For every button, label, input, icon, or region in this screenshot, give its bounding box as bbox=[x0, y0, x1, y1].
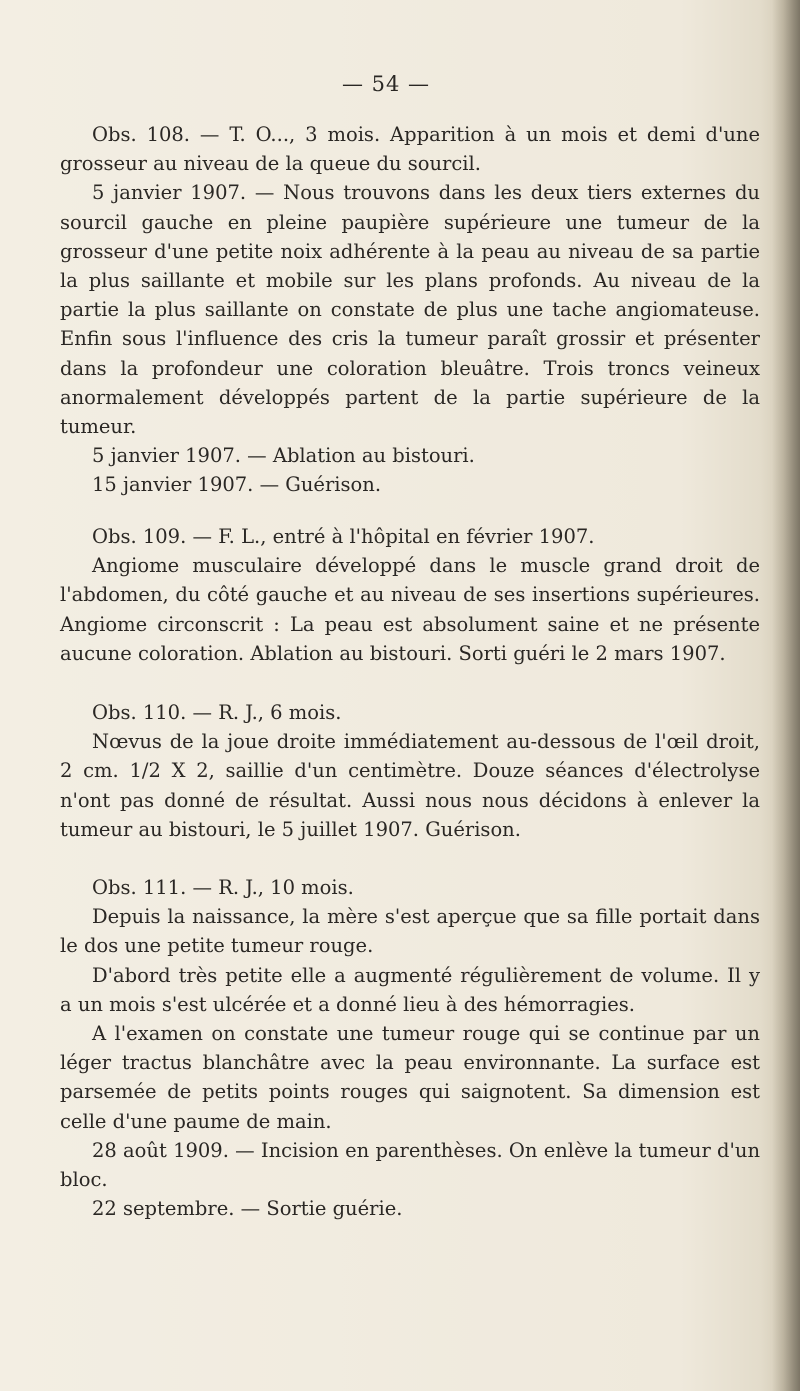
obs-111-operation: 28 août 1909. — Incision en parenthèses. On enlève la tumeur d'un bloc. bbox=[60, 1138, 760, 1192]
obs-111-examination: A l'examen on constate une tumeur rouge qui se continue par un léger tractus blanchâtre avec la peau environnante. La surface est parsemée de petits points rouges qui saignotent. Sa dimension est celle d'une paume de main. bbox=[60, 1022, 760, 1133]
obs-111-heading: Obs. 111. — R. J., 10 mois. bbox=[92, 876, 354, 899]
observation-110 bbox=[60, 698, 760, 844]
obs-108-examination: 5 janvier 1907. — Nous trouvons dans les deux tiers externes du sourcil gauche en pleine paupière supérieure une tumeur de la grosseur d'une petite noix adhérente à la peau au niveau de sa partie la plus saillante et mobile sur les plans profonds. Au niveau de la partie la plus saillante on constate de plus une tache angiomateuse. Enfin sous l'influence des cris la tumeur paraît grossir et présenter dans la profondeur une coloration bleuâtre. Trois troncs veineux anormalement développés partent de la partie supérieure de la tumeur. bbox=[60, 181, 760, 439]
page-number: — 54 — bbox=[341, 72, 431, 96]
obs-108-ablation: 5 janvier 1907. — Ablation au bistouri. bbox=[92, 444, 475, 468]
observation-111 bbox=[60, 873, 760, 1223]
obs-109-heading: Obs. 109. — F. L., entré à l'hôpital en février 1907. bbox=[92, 525, 595, 548]
obs-111-outcome: 22 septembre. — Sortie guérie. bbox=[92, 1197, 403, 1221]
obs-108-heading: Obs. 108. — T. O..., 3 mois. Apparition à un mois et demi d'une grosseur au niveau de la queue du sourcil. bbox=[60, 123, 760, 176]
obs-110-description: Nœvus de la joue droite immédiatement au-dessous de l'œil droit, 2 cm. 1/2 X 2, saillie d'un centimètre. Douze séances d'électrolyse n'ont pas donné de résultat. Aussi nous nous décidons à enlever la tumeur au bistouri, le 5 juillet 1907. Guérison. bbox=[60, 730, 760, 841]
observation-108 bbox=[60, 120, 760, 500]
obs-111-evolution: D'abord très petite elle a augmenté régulièrement de volume. Il y a un mois s'est ulcérée et a donné lieu à des hémorragies. bbox=[60, 963, 760, 1016]
obs-110-heading: Obs. 110. — R. J., 6 mois. bbox=[92, 701, 342, 724]
observation-109 bbox=[60, 522, 760, 668]
obs-111-history: Depuis la naissance, la mère s'est aperçue que sa fille portait dans le dos une petite tumeur rouge. bbox=[60, 905, 760, 958]
obs-108-outcome: 15 janvier 1907. — Guérison. bbox=[92, 473, 382, 497]
obs-109-description: Angiome musculaire développé dans le muscle grand droit de l'abdomen, du côté gauche et au niveau de ses insertions supérieures. Angiome circonscrit : La peau est absolument saine et ne présente aucune coloration. Ablation au bistouri. Sorti guéri le 2 mars 1907. bbox=[60, 554, 760, 665]
page-edge-shadow bbox=[772, 0, 800, 1391]
